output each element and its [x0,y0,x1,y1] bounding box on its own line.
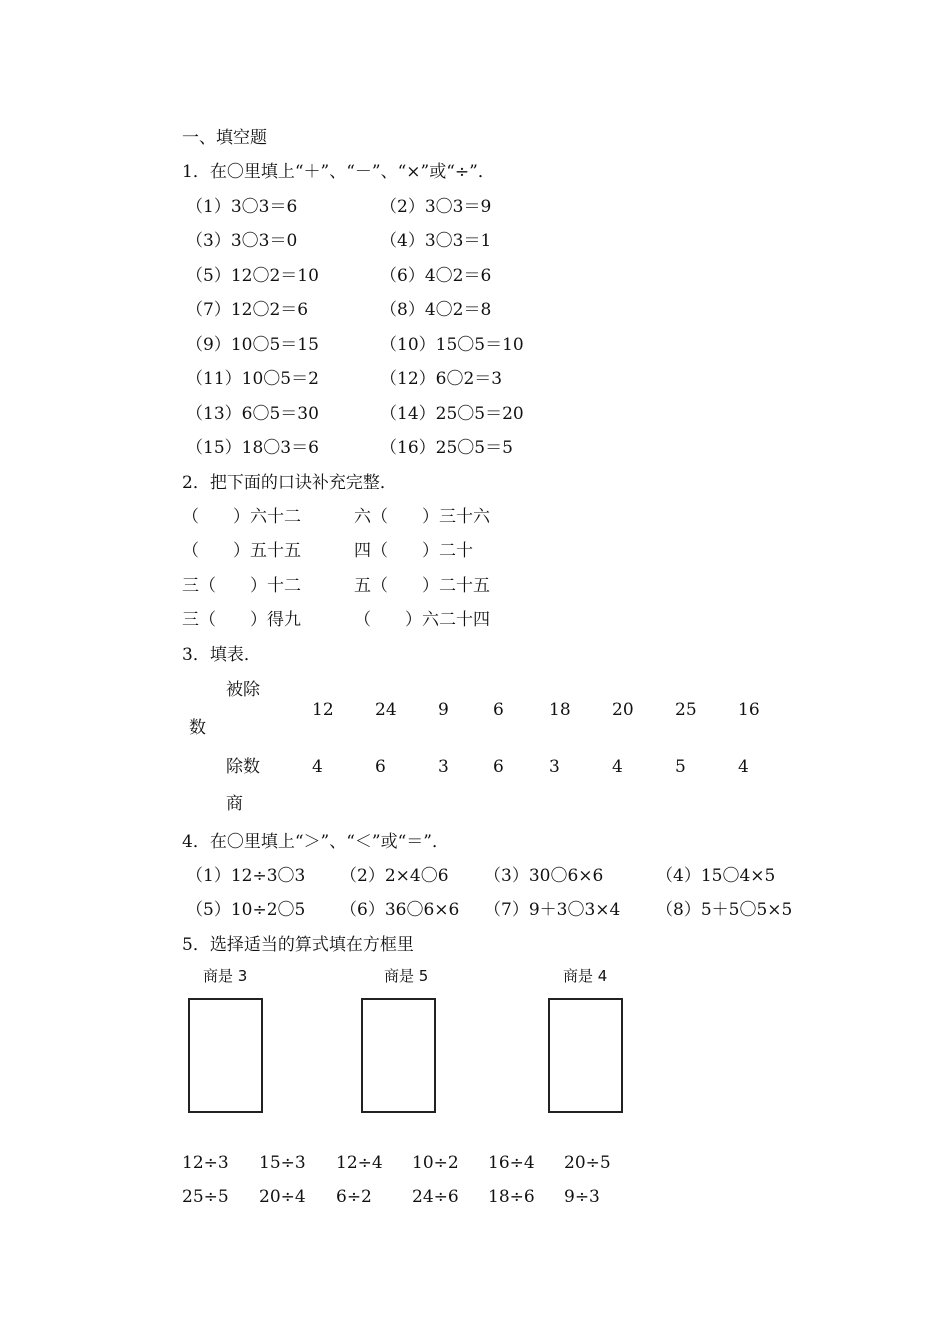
table-cell: 3 [549,757,560,777]
expression-option[interactable]: 20÷5 [564,1153,611,1173]
answer-box-quotient-4[interactable] [548,998,623,1113]
q4-item: （5）10÷2〇5 [186,900,306,920]
q4-item: （2）2×4〇6 [340,866,449,886]
box-label: 商是 4 [563,967,608,985]
table-cell: 24 [375,700,397,720]
answer-box-quotient-3[interactable] [188,998,263,1113]
q1-item: （2）3〇3＝9 [380,197,492,217]
q1-item: （16）25〇5＝5 [380,438,513,458]
table-cell: 4 [612,757,623,777]
q1-item: （7）12〇2＝6 [186,300,309,320]
q2-item: 三（ ）得九 [182,610,301,630]
q2-item: （ ）六十二 [182,507,301,527]
q1-item: （1）3〇3＝6 [186,197,298,217]
table-cell: 4 [312,757,323,777]
q2-item: （ ）五十五 [182,541,301,561]
table-header-divisor: 除数 [226,757,260,777]
section-title: 一、填空题 [182,128,267,148]
q1-item: （4）3〇3＝1 [380,231,492,251]
q2-item: （ ）六二十四 [354,610,490,630]
table-cell: 6 [493,700,504,720]
q2-item: 四（ ）二十 [354,541,473,561]
q3-title: 3．填表． [182,645,261,665]
q1-item: （14）25〇5＝20 [380,404,524,424]
table-cell: 5 [675,757,686,777]
expression-option[interactable]: 12÷3 [182,1153,229,1173]
box-label: 商是 3 [203,967,248,985]
q1-title: 1．在〇里填上“＋”、“－”、“×”或“÷”． [182,162,495,182]
answer-box-quotient-5[interactable] [361,998,436,1113]
table-cell: 20 [612,700,634,720]
q4-item: （8）5＋5〇5×5 [656,900,793,920]
q2-title: 2．把下面的口诀补充完整． [182,473,397,493]
q1-item: （10）15〇5＝10 [380,335,524,355]
q1-item: （3）3〇3＝0 [186,231,298,251]
q4-title: 4．在〇里填上“＞”、“＜”或“＝”． [182,832,449,852]
q4-item: （3）30〇6×6 [484,866,604,886]
q4-item: （6）36〇6×6 [340,900,460,920]
table-cell: 6 [493,757,504,777]
table-cell: 4 [738,757,749,777]
expression-option[interactable]: 16÷4 [488,1153,535,1173]
table-cell: 9 [438,700,449,720]
q1-item: （9）10〇5＝15 [186,335,319,355]
table-header-quotient: 商 [226,794,243,814]
expression-option[interactable]: 10÷2 [412,1153,459,1173]
q1-item: （11）10〇5＝2 [186,369,319,389]
q5-title: 5．选择适当的算式填在方框里 [182,935,414,955]
q4-item: （1）12÷3〇3 [186,866,306,886]
table-cell: 16 [738,700,760,720]
expression-option[interactable]: 6÷2 [336,1187,372,1207]
table-cell: 12 [312,700,334,720]
table-header-dividend: 被除 [226,680,260,700]
q1-item: （15）18〇3＝6 [186,438,319,458]
expression-option[interactable]: 20÷4 [259,1187,306,1207]
q1-item: （5）12〇2＝10 [186,266,319,286]
q2-item: 六（ ）三十六 [354,507,490,527]
expression-option[interactable]: 25÷5 [182,1187,229,1207]
q1-item: （6）4〇2＝6 [380,266,492,286]
q4-item: （4）15〇4×5 [656,866,776,886]
q4-item: （7）9＋3〇3×4 [484,900,621,920]
q2-item: 五（ ）二十五 [354,576,490,596]
expression-option[interactable]: 18÷6 [488,1187,535,1207]
table-cell: 18 [549,700,571,720]
q1-item: （13）6〇5＝30 [186,404,319,424]
table-header-dividend-cont: 数 [189,718,206,738]
expression-option[interactable]: 15÷3 [259,1153,306,1173]
expression-option[interactable]: 12÷4 [336,1153,383,1173]
table-cell: 3 [438,757,449,777]
q1-item: （12）6〇2＝3 [380,369,503,389]
box-label: 商是 5 [384,967,429,985]
expression-option[interactable]: 9÷3 [564,1187,600,1207]
table-cell: 25 [675,700,697,720]
expression-option[interactable]: 24÷6 [412,1187,459,1207]
q2-item: 三（ ）十二 [182,576,301,596]
q1-item: （8）4〇2＝8 [380,300,492,320]
table-cell: 6 [375,757,386,777]
